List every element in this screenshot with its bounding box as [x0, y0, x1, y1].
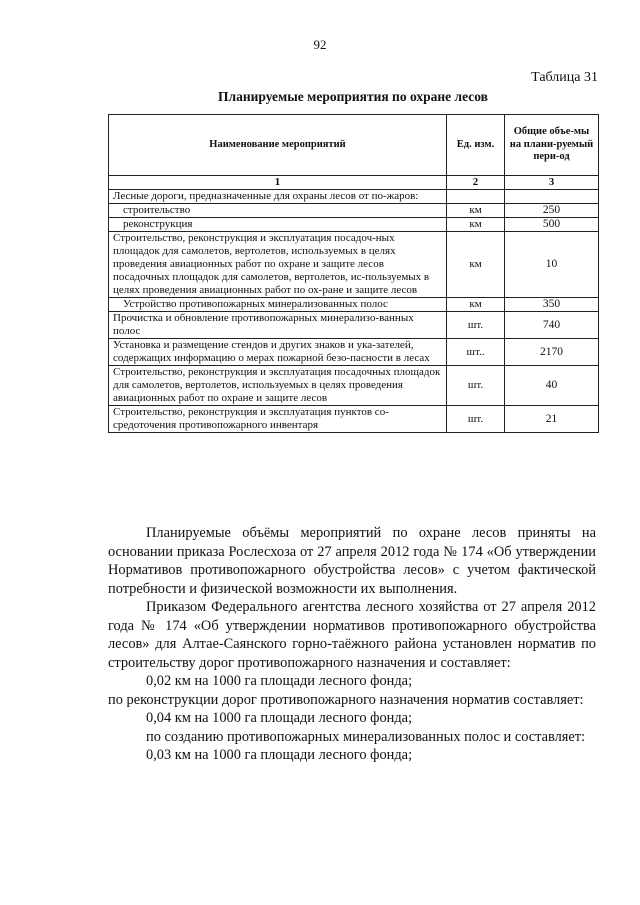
row-unit: км	[447, 298, 505, 312]
row-value: 250	[505, 204, 599, 218]
table-title: Планируемые мероприятия по охране лесов	[218, 89, 488, 104]
row-name: Строительство, реконструкция и эксплуатация пунктов со-средоточения противопожарного инвентаря	[109, 406, 447, 433]
row-value	[505, 190, 599, 204]
header-name: Наименование мероприятий	[109, 115, 447, 176]
row-name: Лесные дороги, предназначенные для охраны лесов от по-жаров:	[109, 190, 447, 204]
row-name: Установка и размещение стендов и других знаков и ука-зателей, содержащих информацию о мерах пожарной безо-пасности в лесах	[109, 339, 447, 366]
paragraph: 0,02 км на 1000 га площади лесного фонда;	[146, 673, 413, 689]
row-unit: шт.	[447, 406, 505, 433]
table-row	[109, 218, 599, 232]
row-value: 500	[505, 218, 599, 232]
row-name: строительство	[109, 204, 447, 218]
row-unit: шт..	[447, 339, 505, 366]
table-row	[109, 298, 599, 312]
table-row	[109, 232, 599, 298]
row-name: Прочистка и обновление противопожарных минерализо-ванных полос	[109, 312, 447, 339]
table-row	[109, 312, 599, 339]
paragraph: Приказом Федерального агентства лесного хозяйства от 27 апреля 2012 года № 174 «Об утверждении нормативов противопожарного обустройства лесов» для Алтае-Саянского горно-таёжного района установлен норматив по строительству дорог противопожарного назначения и составляет:	[108, 599, 596, 671]
row-value: 21	[505, 406, 599, 433]
row-value: 350	[505, 298, 599, 312]
header-volume: Общие объе-мы на плани-руемый пери-од	[505, 115, 599, 176]
header-unit: Ед. изм.	[447, 115, 505, 176]
column-number: 1	[109, 176, 447, 190]
table-row	[109, 339, 599, 366]
column-number: 3	[505, 176, 599, 190]
paragraph: по реконструкции дорог противопожарного назначения норматив составляет:	[108, 691, 584, 708]
row-value: 40	[505, 366, 599, 406]
table-row	[109, 190, 599, 204]
row-unit: км	[447, 204, 505, 218]
table-label: Таблица 31	[531, 70, 598, 85]
table-row	[109, 204, 599, 218]
table-row	[109, 406, 599, 433]
row-unit	[447, 190, 505, 204]
page-number: 92	[313, 37, 327, 52]
row-name: Устройство противопожарных минерализованных полос	[109, 298, 447, 312]
row-value: 2170	[505, 339, 599, 366]
body-text	[108, 524, 596, 765]
table-header-row	[109, 115, 599, 176]
paragraph: 0,04 км на 1000 га площади лесного фонда;	[146, 710, 413, 726]
column-number: 2	[447, 176, 505, 190]
row-unit: км	[447, 232, 505, 298]
row-name: Строительство, реконструкция и эксплуатация посадочных площадок для самолетов, вертолетов, используемых в целях проведения авиационных работ по охране и защите лесов	[109, 366, 447, 406]
paragraph: 0,03 км на 1000 га площади лесного фонда;	[146, 747, 413, 763]
table-row	[109, 366, 599, 406]
row-name: реконструкция	[109, 218, 447, 232]
measures-table	[108, 114, 599, 433]
column-number-row	[109, 176, 599, 190]
row-unit: шт.	[447, 366, 505, 406]
row-unit: шт.	[447, 312, 505, 339]
paragraph: Планируемые объёмы мероприятий по охране лесов приняты на основании приказа Рослесхоза от 27 апреля 2012 года № 174 «Об утверждении Нормативов противопожарного обустройства лесов» с учетом фактической потребности и физической возможности их выполнения.	[108, 525, 596, 597]
row-value: 10	[505, 232, 599, 298]
row-value: 740	[505, 312, 599, 339]
row-unit: км	[447, 218, 505, 232]
row-name: Строительство, реконструкция и эксплуатация посадоч-ных площадок для самолетов, вертолетов, используемых в целях проведения авиационных работ по охране и защите лесов посадочных площадок для самолетов, вертолетов, ис-пользуемых в целях проведения авиационных работ по ох-ране и защите лесов	[109, 232, 447, 298]
paragraph: по созданию противопожарных минерализованных полос и составляет:	[146, 728, 586, 745]
